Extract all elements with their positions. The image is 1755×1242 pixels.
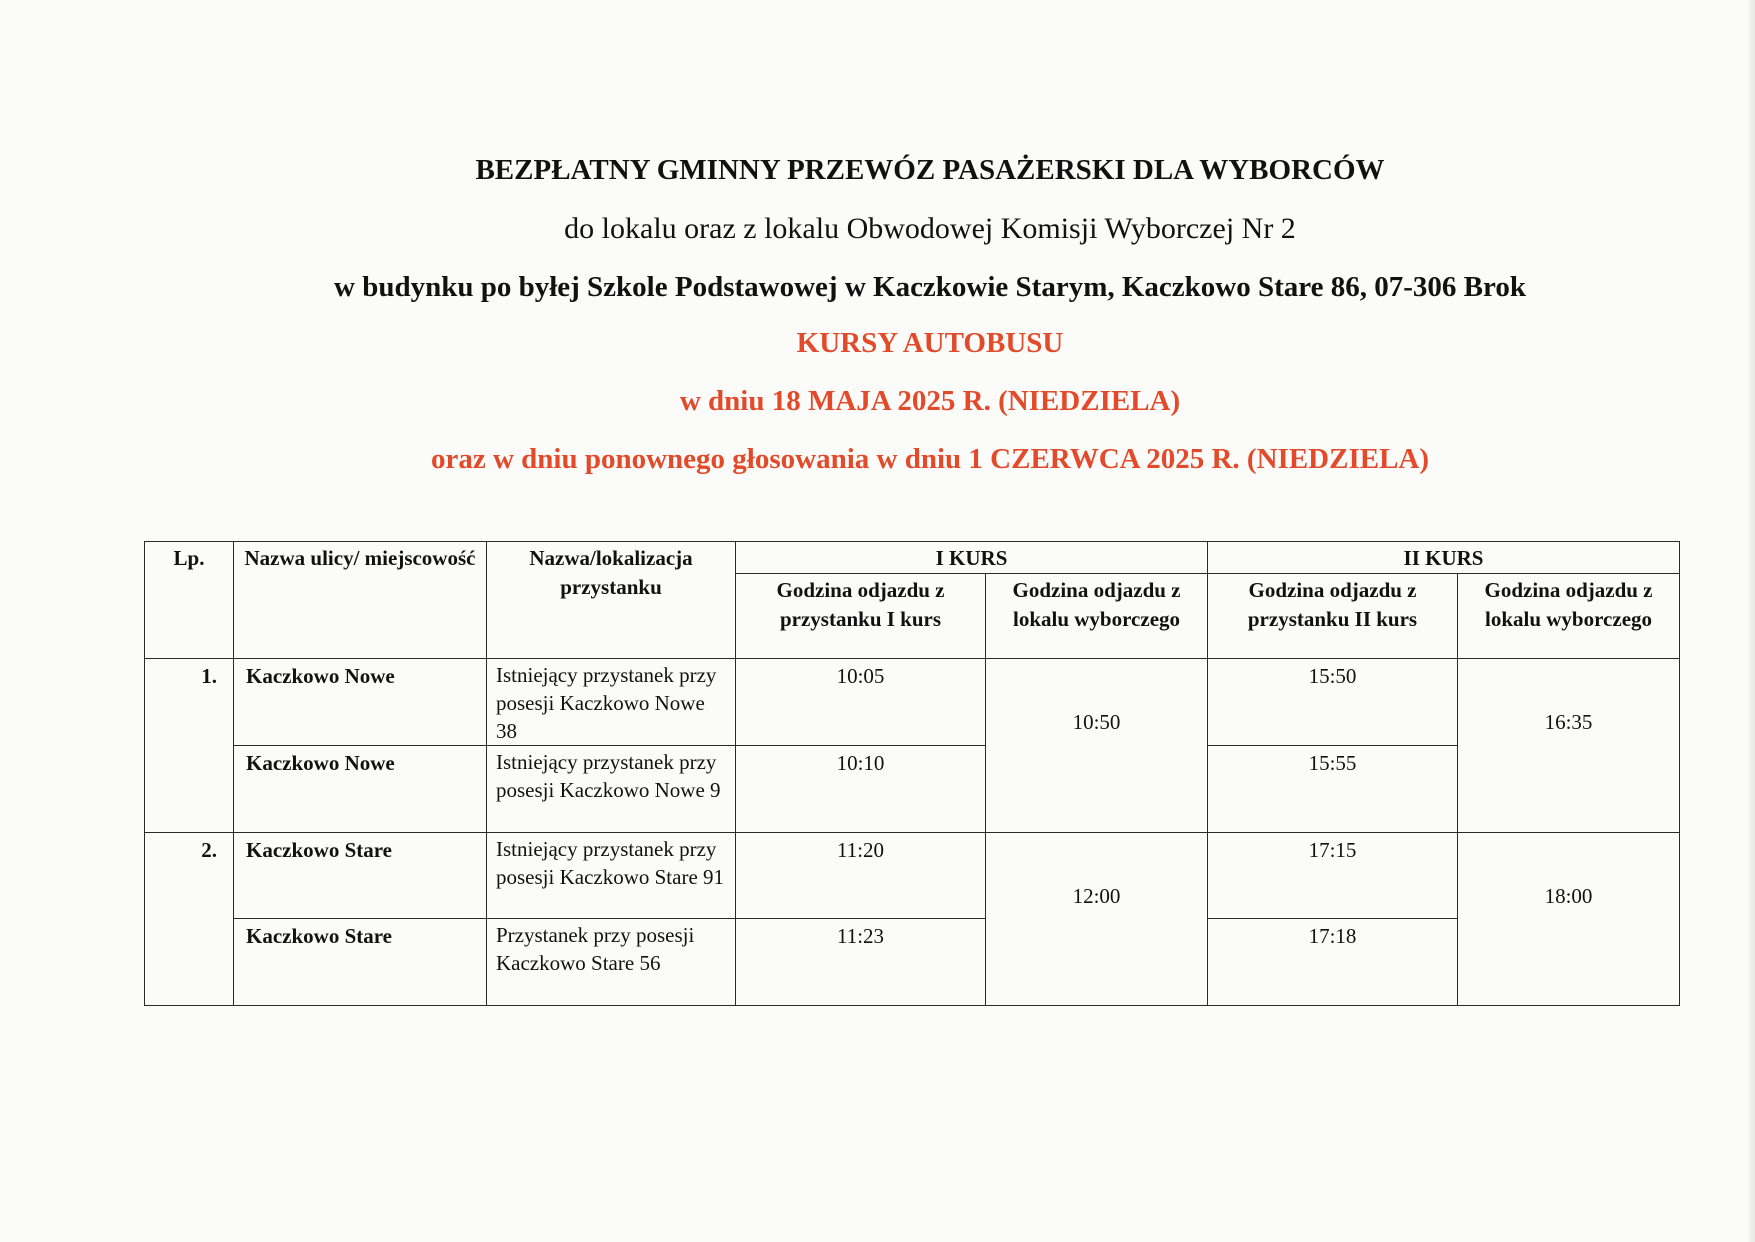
header-k2-return: Godzina odjazdu z lokalu wyborczego <box>1458 574 1680 659</box>
title-line-4: KURSY AUTOBUSU <box>796 327 1064 359</box>
header-k2-depart: Godzina odjazdu z przystanku II kurs <box>1208 574 1458 659</box>
stop-location: Przystanek przy posesji Kaczkowo Stare 56 <box>487 919 736 1006</box>
title-line-6: oraz w dniu ponownego głosowania w dniu 1 CZERWCA 2025 R. (NIEDZIELA) <box>430 443 1430 475</box>
table-row <box>145 919 1680 1006</box>
header-k1-depart: Godzina odjazdu z przystanku I kurs <box>736 574 986 659</box>
header-lp: Lp. <box>145 542 234 659</box>
street-name: Kaczkowo Nowe <box>234 746 487 833</box>
street-name: Kaczkowo Stare <box>234 833 487 919</box>
scan-edge <box>1749 0 1755 1242</box>
k2-depart-time: 17:15 <box>1208 833 1458 919</box>
row-number: 1. <box>145 659 234 833</box>
k2-return-time: 18:00 <box>1458 833 1680 1006</box>
header-street: Nazwa ulicy/ miejscowość <box>234 542 487 659</box>
k1-return-time: 12:00 <box>986 833 1208 1006</box>
header-kurs-2: II KURS <box>1208 542 1680 574</box>
header-k1-return: Godzina odjazdu z lokalu wyborczego <box>986 574 1208 659</box>
header-kurs-1: I KURS <box>736 542 1208 574</box>
row-number: 2. <box>145 833 234 1006</box>
title-line-2: do lokalu oraz z lokalu Obwodowej Komisji Wyborczej Nr 2 <box>564 212 1296 245</box>
street-name: Kaczkowo Stare <box>234 919 487 1006</box>
k1-depart-time: 10:05 <box>736 659 986 746</box>
k2-depart-time: 17:18 <box>1208 919 1458 1006</box>
k1-return-time: 10:50 <box>986 659 1208 833</box>
table-row <box>145 833 1680 919</box>
k1-depart-time: 11:23 <box>736 919 986 1006</box>
stop-location: Istniejący przystanek przy posesji Kaczkowo Stare 91 <box>487 833 736 919</box>
header-stop: Nazwa/lokalizacja przystanku <box>487 542 736 659</box>
stop-location: Istniejący przystanek przy posesji Kaczkowo Nowe 9 <box>487 746 736 833</box>
bus-schedule-table <box>144 541 1680 1006</box>
k2-depart-time: 15:55 <box>1208 746 1458 833</box>
title-line-3: w budynku po byłej Szkole Podstawowej w Kaczkowie Starym, Kaczkowo Stare 86, 07-306 Brok <box>334 271 1526 303</box>
k1-depart-time: 11:20 <box>736 833 986 919</box>
table-row <box>145 659 1680 746</box>
title-line-5: w dniu 18 MAJA 2025 R. (NIEDZIELA) <box>679 385 1181 417</box>
table-row <box>145 746 1680 833</box>
stop-location: Istniejący przystanek przy posesji Kaczkowo Nowe 38 <box>487 659 736 746</box>
k2-depart-time: 15:50 <box>1208 659 1458 746</box>
title-line-1: BEZPŁATNY GMINNY PRZEWÓZ PASAŻERSKI DLA WYBORCÓW <box>475 154 1385 186</box>
k2-return-time: 16:35 <box>1458 659 1680 833</box>
k1-depart-time: 10:10 <box>736 746 986 833</box>
street-name: Kaczkowo Nowe <box>234 659 487 746</box>
